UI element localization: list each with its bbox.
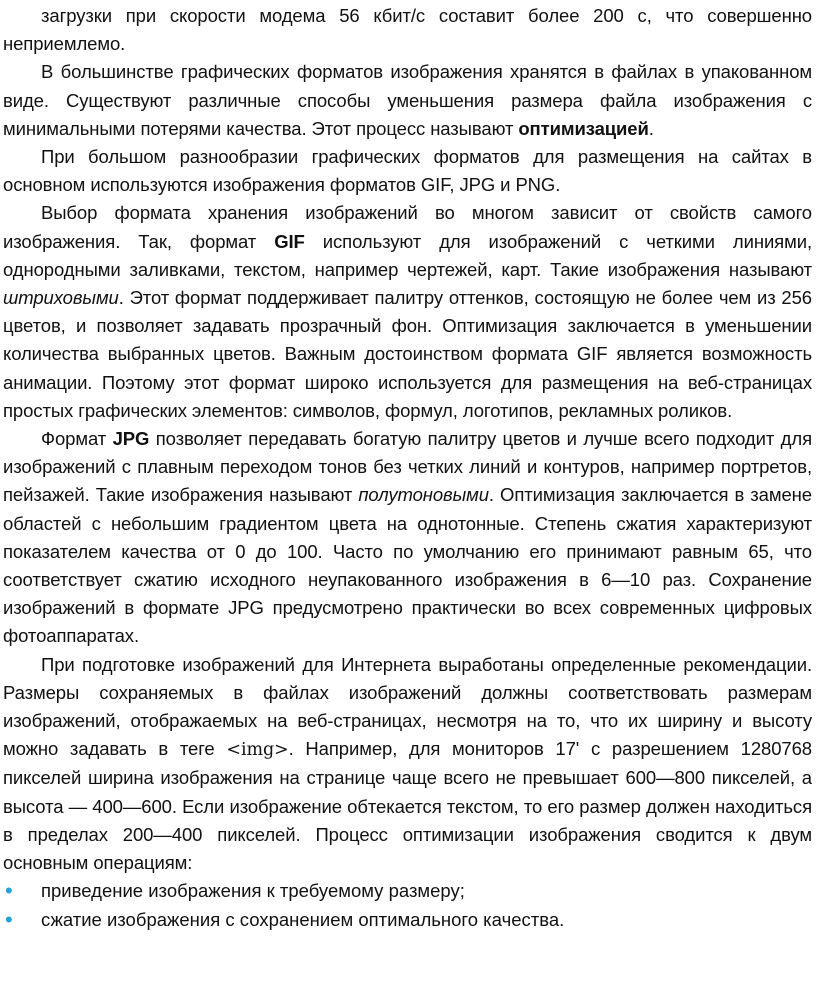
text-b: GIF [274, 230, 305, 252]
bullet-list [3, 877, 812, 933]
text-run: . [648, 117, 654, 139]
text-run: . Этот формат поддерживает палитру оттенков, состоящую не более чем из 256 цветов, и позволяет задавать прозрачный фон. Оптимизация заключается в уменьшении количества выбранных цветов. Важным достоинством формата GIF является возможность анимации. Поэтому этот формат широко используется для размещения на веб-страницах простых графических элементов: символов, формул, логотипов, рекламных роликов. [3, 287, 812, 421]
text-i: полутоновыми [358, 484, 489, 506]
text-run: загрузки при скорости модема 56 кбит/с составит более 200 с, что совершенно неприемлемо. [3, 5, 812, 55]
bullet-dot-icon: • [5, 906, 13, 932]
text-run: Формат [41, 428, 113, 450]
bullet-item [3, 906, 812, 934]
bullet-text: сжатие изображения с сохранением оптимального качества. [41, 908, 565, 930]
text-run: Выбор формата хранения изображений во многом зависит от свойств самого изображения. Так, формат [3, 202, 812, 252]
text-b: оптимизацией [518, 117, 649, 139]
paragraph [3, 425, 812, 651]
paragraph [3, 58, 812, 143]
text-b: JPG [112, 428, 150, 450]
document-body [3, 2, 812, 877]
text-i: штриховыми [3, 287, 119, 309]
text-run: используют для изображений с четкими линиями, однородными заливками, текстом, например чертежей, карт. Такие изображения называют [3, 230, 812, 280]
text-run: В большинстве графических форматов изображения хранятся в файлах в упакованном виде. Существуют различные способы уменьшения размера файла изображения с минимальными потерями качества. Этот процесс называют [3, 61, 812, 139]
paragraph [3, 2, 812, 58]
paragraph [3, 143, 812, 199]
bullet-dot-icon: • [5, 878, 13, 904]
text-run: При подготовке изображений для Интернета выработаны определенные рекомендации. Размеры сохраняемых в файлах изображений должны соответствовать размерам изображений, отображаемых на веб-страницах, несмотря на то, что их ширину и высоту можно задавать в теге [3, 653, 812, 760]
paragraph [3, 199, 812, 425]
paragraph [3, 651, 812, 878]
text-run: . Например, для мониторов 17ʹ с разрешением 1280768 пикселей ширина изображения на странице чаще всего не превышает 600—800 пикселей, а высота — 400—600. Если изображение обтекается текстом, то его размер должен находиться в пределах 200—400 пикселей. Процесс оптимизации изображения сводится к двум основным операциям: [3, 738, 812, 874]
text-code: <img> [226, 740, 289, 761]
text-run: . Оптимизация заключается в замене областей с небольшим градиентом цвета на однотонные. Степень сжатия характеризуют показателем качества от 0 до 100. Часто по умолчанию его принимают равным 65, что соответствует сжатию исходного неупакованного изображения в 6—10 раз. Сохранение изображений в формате JPG предусмотрено практически во всех современных цифровых фотоаппаратах. [3, 484, 812, 647]
bullet-text: приведение изображения к требуемому размеру; [41, 880, 465, 902]
text-run: позволяет передавать богатую палитру цветов и лучше всего подходит для изображений с плавным переходом тонов без четких линий и контуров, например портретов, пейзажей. Такие изображения называют [3, 428, 812, 506]
text-run: При большом разнообразии графических форматов для размещения на сайтах в основном используются изображения форматов GIF, JPG и PNG. [3, 146, 812, 196]
bullet-item [3, 877, 812, 905]
